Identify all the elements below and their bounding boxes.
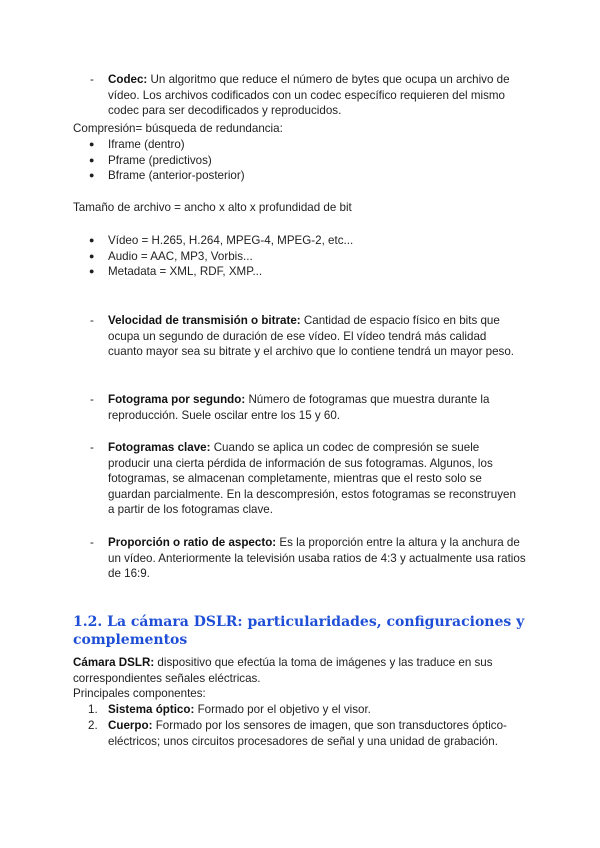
list-item: ● Audio = AAC, MP3, Vorbis... (89, 249, 253, 263)
bullet-icon: ● (89, 235, 95, 245)
bullet-icon: ● (89, 250, 95, 261)
clave-text: Cuando se aplica un codec de compresión se suele producir una cierta pérdida de información de sus fotogramas. Algunos, los fotogramas, se almacenan completamente, mientras que el resto solo se guardan parcialmente. En la descompresión, estos fotogramas se reconstruyen a partir de los fotogramas clave. (108, 441, 516, 517)
list-number: 2. (88, 719, 98, 732)
list-item: ● Metadata = XML, RDF, XMP... (89, 265, 263, 279)
compresion-list (89, 137, 245, 184)
dash-marker: - (90, 536, 94, 549)
list-item: ● Bframe (anterior-posterior) (89, 169, 245, 183)
velocidad-term: Velocidad de transmisión o bitrate: (108, 314, 301, 327)
clave-item (90, 440, 520, 518)
velocidad-text: Cantidad de espacio físico en bits que ocupa un segundo de duración de ese vídeo. El vídeo tendrá más calidad cuanto mayor sea su bitrate y el archivo que lo contiene tendrá un mayor peso. (108, 314, 515, 359)
fotograma-item (90, 392, 513, 423)
bullet-icon: ● (89, 154, 95, 165)
list-item: ● Iframe (dentro) (89, 138, 185, 151)
section-heading: 1.2. La cámara DSLR: particularidades, configuraciones y complementos (73, 614, 525, 648)
clave-term: Fotogramas clave: (108, 441, 211, 454)
fotograma-term: Fotograma por segundo: (108, 393, 246, 406)
components-label: Principales componentes: (73, 687, 206, 700)
bullet-icon: ● (89, 139, 95, 149)
dash-marker: - (90, 393, 94, 406)
proporcion-item (90, 535, 533, 582)
component-item-1 (88, 702, 528, 718)
proporcion-text: Es la proporción entre la altura y la anchura de un vídeo. Anteriormente la televisión usaba ratios de 4:3 y actualmente usa ratios de 16:9. (108, 536, 526, 581)
camara-paragraph (73, 655, 523, 686)
component-term: Cuerpo: (108, 719, 153, 732)
list-number: 1. (88, 703, 98, 716)
compresion-label: Compresión= búsqueda de redundancia: (73, 122, 283, 135)
component-item-2 (88, 718, 508, 749)
camara-term: Cámara DSLR: (73, 656, 155, 669)
dash-marker: - (90, 314, 94, 327)
codec-item (90, 72, 518, 119)
component-text: Formado por los sensores de imagen, que son transductores óptico-eléctricos; unos circuitos procesadores de señal y una unidad de grabación. (108, 719, 507, 748)
codec-text: Un algoritmo que reduce el número de bytes que ocupa un archivo de vídeo. Los archivos codificados con un codec específico requieren del mismo codec para ser decodificados y reproducidos. (108, 73, 510, 118)
camara-text: dispositivo que efectúa la toma de imágenes y las traduce en sus correspondientes señales eléctricas. (73, 656, 493, 685)
component-term: Sistema óptico: (108, 703, 195, 716)
list-item: ● Pframe (predictivos) (89, 153, 212, 167)
tamano-list (89, 233, 354, 280)
component-text: Formado por el objetivo y el visor. (197, 703, 371, 716)
proporcion-term: Proporción o ratio de aspecto: (108, 536, 277, 549)
dash-marker: - (90, 73, 94, 86)
list-item: ● Vídeo = H.265, H.264, MPEG-4, MPEG-2, etc... (89, 234, 354, 247)
codec-term: Codec: (108, 73, 148, 86)
bullet-icon: ● (89, 266, 95, 277)
velocidad-item (90, 313, 523, 360)
fotograma-text: Número de fotogramas que muestra durante la reproducción. Suele oscilar entre los 15 y 60. (108, 393, 490, 422)
tamano-label: Tamaño de archivo = ancho x alto x profundidad de bit (73, 201, 352, 214)
dash-marker: - (90, 441, 94, 454)
bullet-icon: ● (89, 170, 95, 181)
